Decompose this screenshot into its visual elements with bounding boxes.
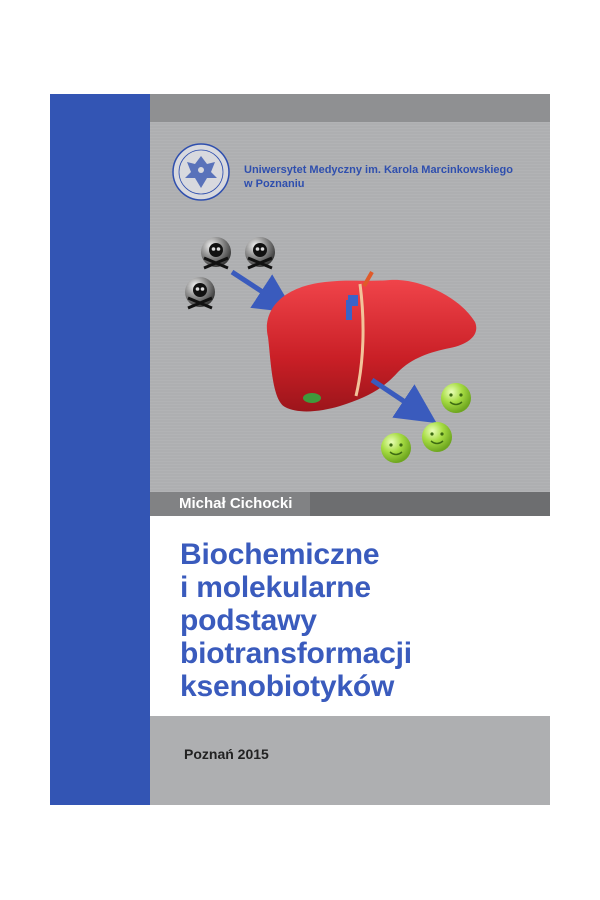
smiley-face-icon [441, 383, 471, 413]
title-line-2: i molekularne [180, 571, 371, 604]
university-line-1: Uniwersytet Medyczny im. Karola Marcinkowskiego [244, 164, 513, 176]
book-title [180, 538, 412, 703]
author-name: Michał Cichocki [150, 492, 310, 516]
arrow-toxins-to-liver [232, 272, 278, 302]
smiley-face-icon [381, 433, 411, 463]
book-cover [50, 94, 550, 805]
biotransformation-illustration [150, 122, 550, 492]
top-strip [150, 94, 550, 122]
skull-crossbones-icon [201, 237, 231, 268]
author-bar [150, 492, 550, 516]
title-line-1: Biochemiczne [180, 538, 380, 571]
title-line-5: ksenobiotyków [180, 670, 395, 703]
publication-panel [150, 716, 550, 805]
cover-spine [50, 94, 150, 805]
smiley-face-icon [422, 422, 452, 452]
skull-crossbones-icon [245, 237, 275, 268]
university-line-2: w Poznaniu [244, 178, 305, 190]
title-line-4: biotransformacji [180, 637, 412, 670]
title-line-3: podstawy [180, 604, 317, 637]
arrow-liver-to-metabolites [372, 380, 420, 412]
title-area [150, 516, 550, 716]
publication-place-year: Poznań 2015 [184, 746, 269, 762]
skull-crossbones-icon [185, 277, 215, 308]
